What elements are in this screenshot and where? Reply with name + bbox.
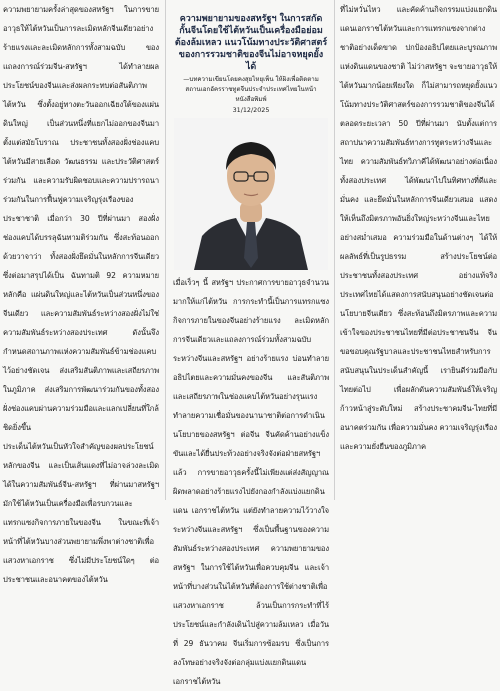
portrait-illustration: [174, 118, 328, 270]
middle-paragraph: เมื่อเร็วๆ นี้ สหรัฐฯ ประกาศการขายอาวุธจำนวนมากให้แก่ไต้หวัน การกระทำนี้เป็นการแทรกแซงกิจการภายในของจีนอย่างร้ายแรง ละเมิดหลักการจีนเดียวและแถลงการณ์ร่วมทั้งสามฉบับระหว่างจีนและสหรัฐฯ อย่างร้ายแรง บ่อนทำลายอธิปไตยและความมั่นคงของจีน และสันติภาพและเสถียรภาพในช่องแคบไต้หวันอย่างรุนแรง ทำลายความเชื่อมั่นของนานาชาติต่อการดำเนินนโยบายของสหรัฐฯ ต่อจีน จีนคัดค้านอย่างแข็งขันและได้ยื่นประท้วงอย่างจริงจังต่อฝ่ายสหรัฐฯ แล้ว การขายอาวุธครั้งนี้ไม่เพียงแต่ส่งสัญญาณผิดพลาดอย่างร้ายแรงไปยังกองกำลังแบ่งแยกดินแดน เอกราชไต้หวัน แต่ยังทำลายความไว้วางใจระหว่างจีนและสหรัฐฯ ซึ่งเป็นพื้นฐานของความสัมพันธ์ระหว่างสองประเทศ ความพยายามของสหรัฐฯ ในการใช้ไต้หวันเพื่อควบคุมจีน และเจ้าหน้าที่บางส่วนในไต้หวันที่ต้องการใช้ต่างชาติเพื่อแสวงหาเอกราช ล้วนเป็นการกระทำที่ไร้ประโยชน์และกำลังเดินไปสู่ความล้มเหลว เมื่อวันที่ 29 ธันวาคม จีนเริ่มการซ้อมรบ ซึ่งเป็นการลงโทษอย่างจริงจังต่อกลุ่มแบ่งแยกดินแดน เอกราชไต้หวัน: [173, 278, 329, 686]
left-paragraph-3: ประเด็นไต้หวันเป็นหัวใจสำคัญของผลประโยชน์หลักของจีน และเป็นเส้นแดงที่ไม่อาจล่วงละเมิดได้ในความสัมพันธ์จีน-สหรัฐฯ ที่ผ่านมาสหรัฐฯ มักใช้ไต้หวันเป็นเครื่องมือเพื่อรบกวนและแทรกแซงกิจการภายในของจีน ในขณะที่เจ้าหน้าที่ไต้หวันบางส่วนพยายามพึ่งพาต่างชาติเพื่อแสวงหาเอกราช ซึ่งไม่มีประโยชน์ใดๆ ต่อประชาชนและอนาคตของไต้หวัน: [3, 442, 159, 584]
column-divider: [334, 0, 335, 500]
left-paragraph-1: ความพยายามครั้งล่าสุดของสหรัฐฯ ในการขายอาวุธให้ไต้หวันเป็นการละเมิดหลักจีนเดียวอย่างร้ายแรงและละเมิดหลักการทั้งสามฉบับ ของแถลงการณ์ร่วมจีน-สหรัฐฯ ได้ทำลายผลประโยชน์ของจีนและส่งผลกระทบต่อสันติภาพ: [3, 5, 159, 90]
right-paragraph-2: ตลอดระยะเวลา 50 ปีที่ผ่านมา นับตั้งแต่การสถาปนาความสัมพันธ์ทางการทูตระหว่างจีนและไทย ความสัมพันธ์ทวิภาคีได้พัฒนาอย่างต่อเนื่อง ทั้งสองประเทศ ได้พัฒนาไปในทิศทางที่ดีและมั่นคง และยึดมั่นในหลักการจีนเดียวเสมอ แสดงให้เห็นถึงมิตรภาพอันยิ่งใหญ่ระหว่างจีนและไทย อย่างสม่ำเสมอ ความร่วมมือในด้านต่างๆ ได้ให้ผลลัพธ์ที่เป็นรูปธรรม สร้างประโยชน์ต่อประชาชนทั้งสองประเทศ อย่างแท้จริง ประเทศไทยได้แสดงการสนับสนุนอย่างชัดเจนต่อนโยบายจีนเดียว ซึ่งสะท้อนถึงมิตรภาพและความเข้าใจของประชาชนไทยที่มีต่อประชาชนจีน จีนขอขอบคุณรัฐบาลและประชาชนไทยสำหรับการสนับสนุนในประเด็นสำคัญนี้ เรายินดีร่วมมือกับไทยต่อไป เพื่อผลักดันความสัมพันธ์ให้เจริญก้าวหน้าสู่ระดับใหม่ สร้างประชาคมจีน-ไทยที่มีอนาคตร่วมกัน เพื่อความมั่นคง ความเจริญรุ่งเรือง และความยั่งยืนของภูมิภาค: [340, 119, 497, 451]
column-divider: [165, 0, 166, 500]
article-byline: —บทความเขียนโดยคงสุยไหยุเพ็น ให้ผิงเพื่อติดตามสถานเอกอัครราชทูตจีนประจำประเทศไทยในหน้าหนังสือพิมพ์: [183, 76, 319, 103]
right-paragraph-1: ที่ไม่หวั่นไหว และคัดค้านกิจกรรมแบ่งแยกดินแดนเอกราชไต้หวันและการแทรกแซงจากต่างชาติอย่างเด็ดขาด ปกป้องอธิปไตยและบูรณภาพแห่งดินแดนของชาติ ไม่ว่าสหรัฐฯ จะขายอาวุธให้ไต้หวันมากน้อยเพียงใด ก็ไม่สามารถหยุดยั้งแนวโน้มทางประวัติศาสตร์ของการรวมชาติของจีนได้: [340, 5, 497, 109]
right-column: [337, 0, 500, 500]
article-date: 31/12/2025: [232, 106, 270, 114]
portrait-photo: [174, 118, 328, 270]
article-title: ความพยายามของสหรัฐฯ ในการสกัดกั้นจีนโดยใช้ไต้หวันเป็นเครื่องมือย่อมต้องล้มเหลว แนวโน้มทางประวัติศาสตร์ของการรวมชาติของจีนไม่อาจหยุดยั้งได้: [174, 14, 328, 72]
left-column: [0, 0, 162, 584]
left-paragraph-2: ไต้หวัน ซึ่งตั้งอยู่ทางตะวันออกเฉียงใต้ของแผ่นดินใหญ่ เป็นส่วนหนึ่งที่แยกไม่ออกของจีนมาตั้งแต่สมัยโบราณ ประชาชนทั้งสองฝั่งช่องแคบไต้หวันมีสายเลือด วัฒนธรรม และประวัติศาสตร์ร่วมกัน และความรับผิดชอบและความปรารถนาร่วมกันในการฟื้นฟูความเจริญรุ่งเรืองของประชาชาติ เมื่อกว่า 30 ปีที่ผ่านมา สองฝั่งช่องแคบได้บรรลุฉันทามติร่วมกัน ซึ่งสะท้อนออกด้วยวาจาว่า ทั้งสองฝั่งยึดมั่นในหลักการจีนเดียว ซึ่งต่อมาสรุปได้เป็น ฉันทามติ 92 ความหมายหลักคือ แผ่นดินใหญ่และไต้หวันเป็นส่วนหนึ่งของจีนเดียว และความสัมพันธ์ระหว่างสองฝั่งไม่ใช่ความสัมพันธ์ระหว่างสองประเทศ ดังนั้นจึงกำหนดสถานภาพแห่งความสัมพันธ์ข้ามช่องแคบไว้อย่างชัดเจน ส่งเสริมสันติภาพและเสถียรภาพในภูมิภาค ส่งเสริมการพัฒนาร่วมกันของทั้งสองฝั่งช่องแคบผ่านความร่วมมือและแลกเปลี่ยนที่ใกล้ชิดยิ่งขึ้น: [3, 100, 159, 432]
middle-column: [170, 0, 332, 686]
